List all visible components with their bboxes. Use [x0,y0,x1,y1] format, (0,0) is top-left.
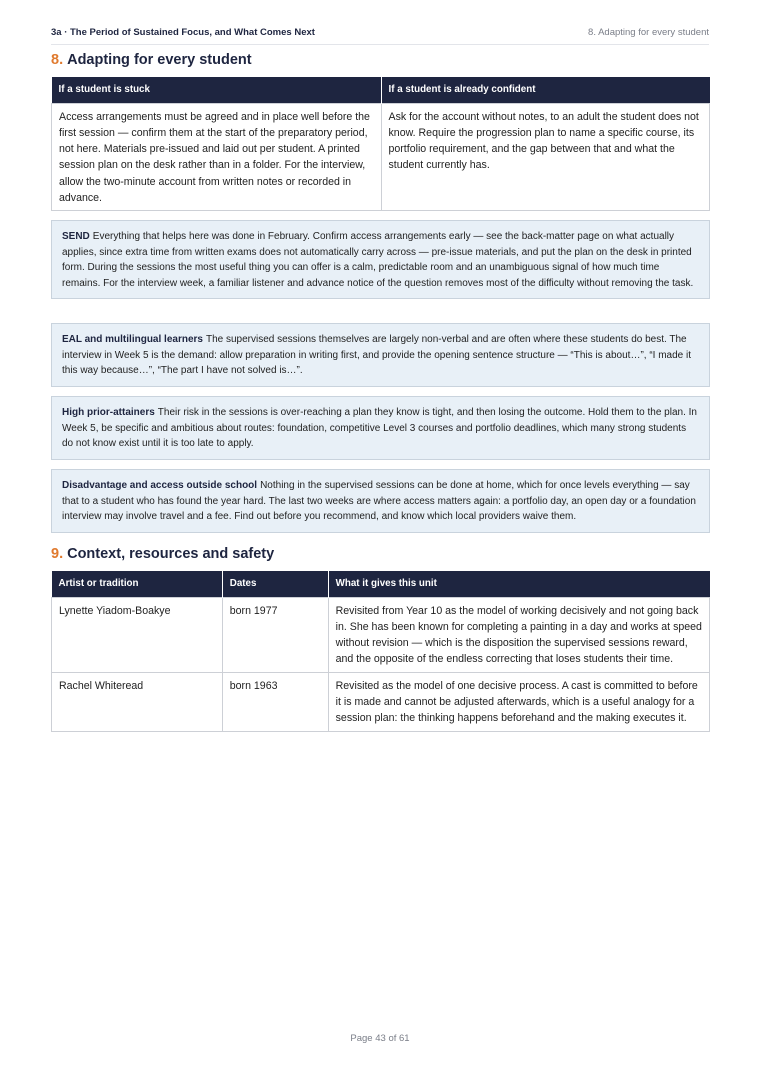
callout-send-text: Everything that helps here was done in February. Confirm access arrangements early — see the back-matter page on what actually applies, since extra time from written exams does not automatically carry across — pre-issue materials, and put the plan on the desk in printed form. During the sessions the most useful thing you can offer is a calm, predictable room and an unambiguous signal of how much time remains. For the interview week, a familiar listener and advance notice of the question removes most of the difficulty without removing the task. [62,231,694,289]
running-header [51,27,709,45]
callout-high-prior-attainers-text: Their risk in the sessions is over-reaching a plan they know is tight, and then losing the outcome. Hold them to the plan. In Week 5, be specific and ambitious about routes: foundation, competitive Level 3 courses and portfolio deadlines, which many strong students do not know exist until it is too late to apply. [62,407,697,450]
callout-disadvantage-lead: Disadvantage and access outside school [62,480,258,491]
callout-eal-lead: EAL and multilingual learners [62,334,203,345]
context-table-header-gives: What it gives this unit [328,571,709,597]
callout-send [51,220,710,299]
adapting-table-header-stuck: If a student is stuck [52,77,382,103]
callout-eal [51,323,710,387]
callout-eal-text: The supervised sessions themselves are largely non-verbal and are often where these students do best. The interview in Week 5 is the demand: allow preparation in writing first, and provide the opening sentence structure — “This is about…”, “I made it this way because…”, “The part I have not solved is…”. [62,334,692,377]
running-header-section: 8. Adapting for every student [588,27,709,38]
context-table-header-row [52,571,710,597]
callout-send-lead: SEND [62,231,90,242]
table-row [52,672,710,731]
table-row [52,597,710,672]
context-table-cell-gives: Revisited as the model of one decisive process. A cast is committed to before it is made and cannot be adjusted afterwards, which is a useful analogy for a session plan: the thinking happens beforehand and the making executes it. [328,672,709,731]
adapting-table-cell-confident: Ask for the account without notes, to an adult the student does not know. Require the progression plan to name a specific course, its portfolio requirement, and the gap between that and what the student currently has. [381,103,710,211]
running-header-title: 3a · The Period of Sustained Focus, and What Comes Next [51,27,315,38]
adapting-table-cell-stuck: Access arrangements must be agreed and in place well before the first session — confirm them at the start of the preparatory period, not here. Materials pre-issued and laid out per student. A printed session plan on the desk rather than in a folder. For the interview, allow the two-minute account from written notes or recorded in advance. [52,103,382,211]
context-table-cell-dates: born 1963 [222,672,328,731]
adapting-table-header-confident: If a student is already confident [381,77,710,103]
section-9-number: 9. [51,546,64,562]
callout-high-prior-attainers-lead: High prior-attainers [62,407,155,418]
section-8-title: Adapting for every student [67,52,252,68]
adapting-table [51,77,710,211]
context-table-cell-dates: born 1977 [222,597,328,672]
context-table-cell-gives: Revisited from Year 10 as the model of working decisively and not going back in. She has been known for completing a painting in a day and works at speed without revision — which is the disposition the supervised sessions reward, and the opposite of the endless correcting that loses students their time. [328,597,709,672]
context-table-header-dates: Dates [222,571,328,597]
context-table [51,571,710,732]
callout-disadvantage-text: Nothing in the supervised sessions can be done at home, which for once levels everything — say that to a student who has found the year hard. The last two weeks are where access matters again: a portfolio day, an open day or a foundation interview may involve travel and a fee. Find out before you recommend, and know which local providers waive them. [62,480,696,523]
section-8-number: 8. [51,52,64,68]
section-8-heading [51,52,252,68]
table-row [52,103,710,211]
context-table-header-artist: Artist or tradition [52,571,223,597]
callout-high-prior-attainers [51,396,710,460]
adapting-table-header-row [52,77,710,103]
section-9-heading [51,546,274,562]
section-9-title: Context, resources and safety [67,546,275,562]
page-number: Page 43 of 61 [350,1033,410,1044]
context-table-cell-artist: Rachel Whiteread [52,672,223,731]
callout-disadvantage [51,469,710,533]
context-table-cell-artist: Lynette Yiadom-Boakye [52,597,223,672]
